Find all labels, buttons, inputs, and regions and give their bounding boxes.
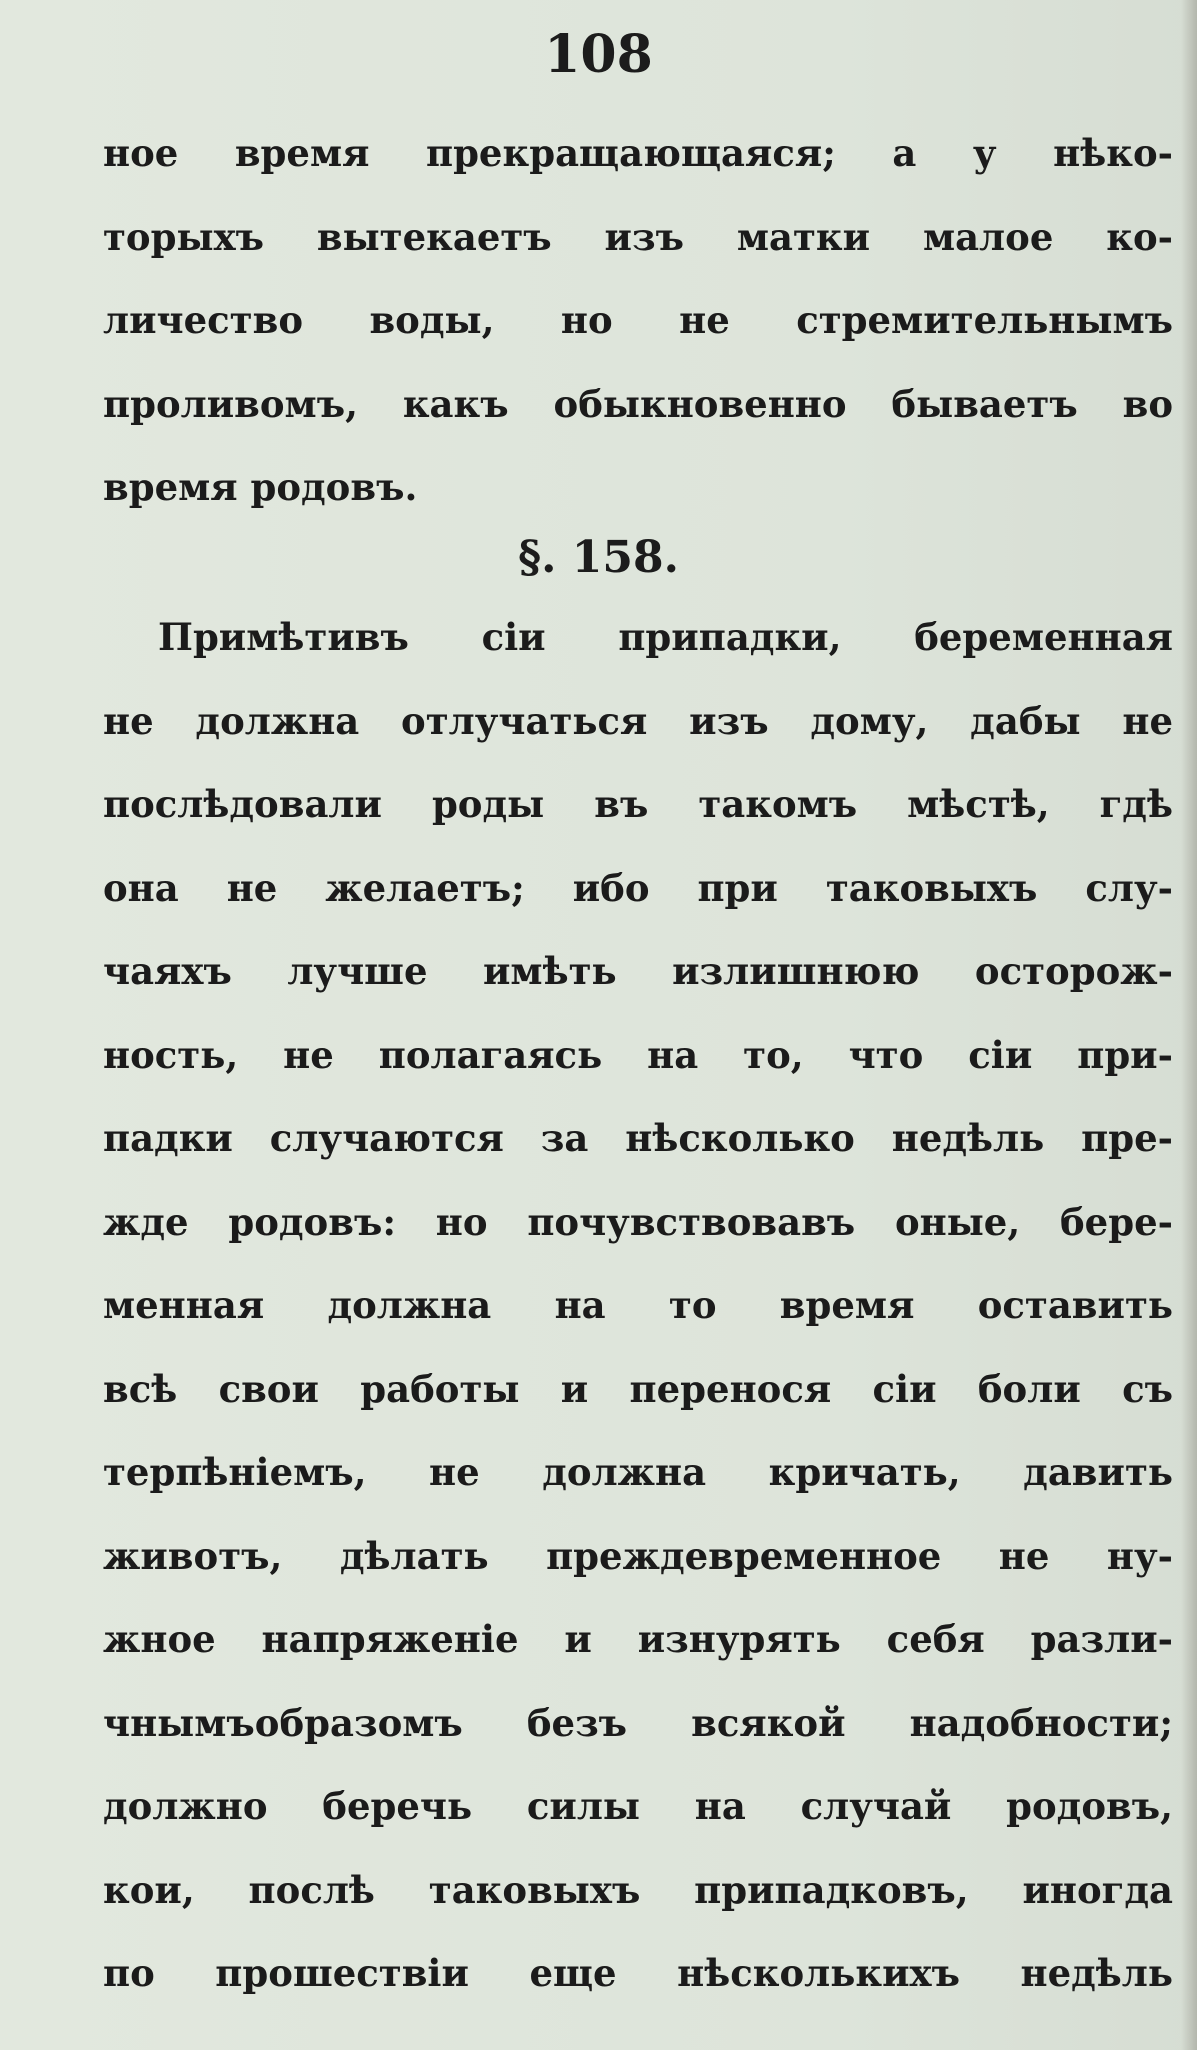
text-line: она не желаетъ; ибо при таковыхъ слу- [103,865,1173,910]
paragraph-text [103,596,1173,2016]
text-line: по прошествіи еще нѣсколькихъ недѣль [103,1951,1173,1995]
text-line: Примѣтивъ сіи припадки, беременная [158,615,1173,659]
page-number: 108 [544,24,653,85]
text-line: животъ, дѣлать преждевременное не ну- [103,1533,1173,1578]
text-line: всѣ свои работы и перенося сіи боли съ [103,1366,1173,1411]
text-line: должно беречь силы на случай родовъ, [103,1784,1173,1828]
text-line: кои, послѣ таковыхъ припадковъ, иногда [103,1867,1173,1912]
text-line: не должна отлучаться изъ дому, дабы не [103,698,1173,743]
text-line: проливомъ, какъ обыкновенно бываетъ во [103,381,1173,426]
continued-text [103,112,1173,530]
text-line: ное время прекращающаяся; а у нѣко- [103,131,1173,175]
text-line: падки случаются за нѣсколько недѣль пре- [103,1116,1173,1160]
text-line: торыхъ вытекаетъ изъ матки малое ко- [103,214,1173,259]
text-line: время родовъ. [103,465,418,509]
text-line: чнымъобразомъ безъ всякой надобности; [103,1700,1173,1745]
text-line: менная должна на то время оставить [103,1283,1173,1327]
text-line: личество воды, но не стремительнымъ [103,298,1173,342]
text-line: послѣдовали роды въ такомъ мѣстѣ, гдѣ [103,782,1173,826]
text-line: жде родовъ: но почувствовавъ оные, бере- [103,1199,1173,1244]
page-edge-shadow [1181,0,1197,2050]
text-line: жное напряженіе и изнурять себя разли- [103,1617,1173,1661]
text-line: ность, не полагаясь на то, что сіи при- [103,1032,1173,1077]
text-line: терпѣніемъ, не должна кричать, давить [103,1450,1173,1494]
section-heading: §. 158. [518,532,679,583]
text-line: чаяхъ лучше имѣть излишнюю осторож- [103,949,1173,993]
